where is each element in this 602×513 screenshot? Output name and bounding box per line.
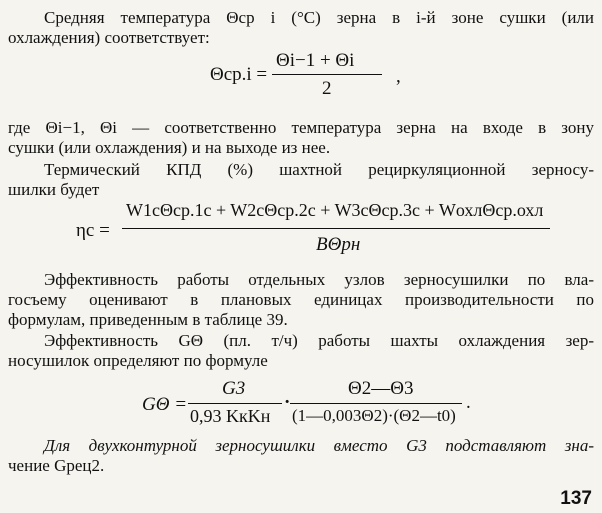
paragraph-line: шилки будет xyxy=(8,180,100,199)
formula-numerator: Θi−1 + Θi xyxy=(276,50,355,71)
formula-lhs: GΘ = xyxy=(142,394,188,415)
fraction-bar xyxy=(272,74,382,75)
paragraph-line: Эффективность GΘ (пл. т/ч) работы шахты охлаждения зер- xyxy=(44,331,594,350)
formula-denominator: 0,93 KкKн xyxy=(190,406,271,426)
paragraph-line: Средняя температура Θср i (°С) зерна в i-й зоне сушки (или xyxy=(44,8,594,27)
formula-numerator: W1cΘср.1c + W2cΘср.2c + W3cΘср.3c + WохлΘср.охл xyxy=(126,200,544,220)
formula-lhs: ηс = xyxy=(76,220,110,241)
paragraph-line: охлаждения) соответствует: xyxy=(8,28,210,47)
paragraph-line: сушки (или охлаждения) и на выходе из нее. xyxy=(8,138,331,157)
paragraph-line: Термический КПД (%) шахтной рециркуляционной зерносу- xyxy=(44,160,594,179)
fraction-bar xyxy=(188,403,282,404)
formula-comma: , xyxy=(396,66,401,87)
formula-lhs: Θср.i = xyxy=(210,64,268,85)
formula-period: . xyxy=(466,392,471,413)
paragraph-line: Эффективность работы отдельных узлов зерносушилки по вла- xyxy=(44,270,594,289)
formula-numerator: G3 xyxy=(222,378,246,399)
page-number: 137 xyxy=(560,488,592,509)
paragraph-line: госъему оценивают в плановых единицах производительности по xyxy=(8,290,594,309)
fraction-bar xyxy=(290,403,462,404)
formula-numerator: Θ2—Θ3 xyxy=(348,378,414,399)
formula-denominator: 2 xyxy=(322,78,332,99)
paragraph-line: Для двухконтурной зерносушилки вместо G3 подставляют зна- xyxy=(44,436,594,455)
paragraph-line: формулам, приведенным в таблице 39. xyxy=(8,310,288,329)
paragraph-line: носушилок определяют по формуле xyxy=(8,351,268,370)
multiply-dot: · xyxy=(284,392,291,413)
fraction-bar xyxy=(122,228,550,229)
formula-denominator: BΘрн xyxy=(316,234,361,255)
paragraph-line: где Θi−1, Θi — соответственно температура зерна на входе в зону xyxy=(8,118,594,137)
paragraph-line: чение Gрец2. xyxy=(8,456,105,475)
formula-denominator: (1—0,003Θ2)·(Θ2—t0) xyxy=(292,406,456,425)
